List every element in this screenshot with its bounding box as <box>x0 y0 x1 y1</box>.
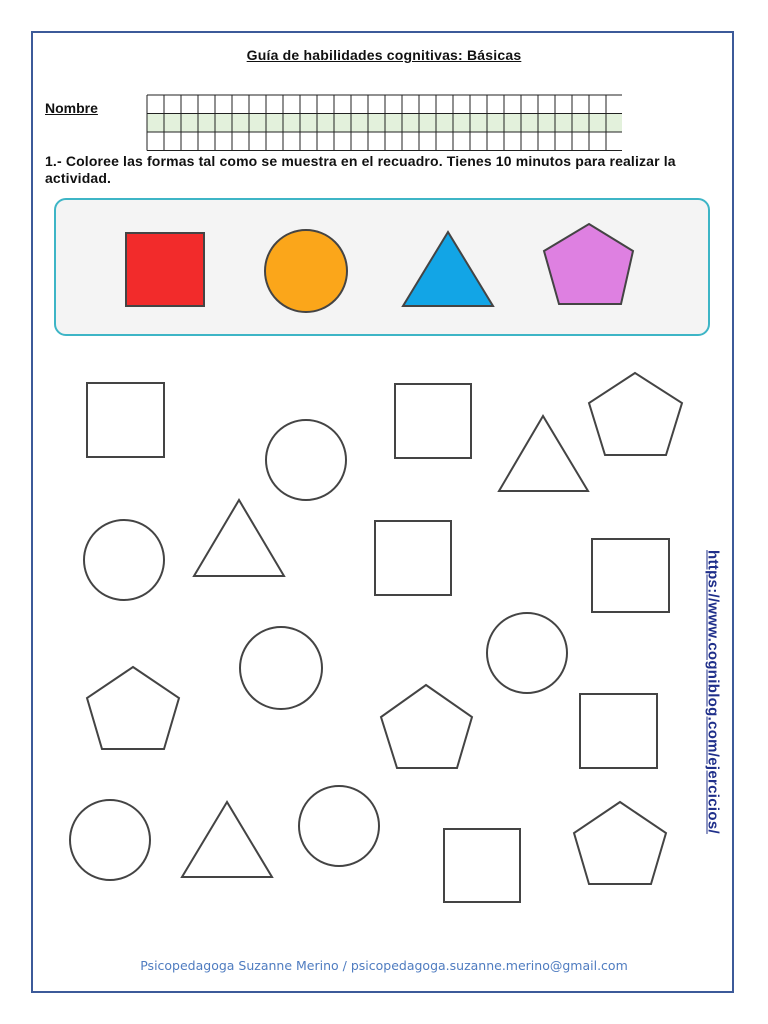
model-red-square <box>126 233 204 306</box>
side-url-link[interactable] <box>706 512 720 872</box>
outline-square[interactable] <box>444 829 520 902</box>
outline-square[interactable] <box>395 384 471 458</box>
model-blue-triangle <box>403 232 493 306</box>
outline-circle[interactable] <box>70 800 150 880</box>
outline-square[interactable] <box>592 539 669 612</box>
name-label: Nombre <box>45 100 98 116</box>
worksheet-title: Guía de habilidades cognitivas: Básicas <box>246 47 522 63</box>
outline-triangle[interactable] <box>182 802 272 877</box>
outline-square[interactable] <box>87 383 164 457</box>
outline-triangle[interactable] <box>499 416 588 491</box>
outline-circle[interactable] <box>266 420 346 500</box>
footer-credit: Psicopedagoga Suzanne Merino / psicopedagoga.suzanne.merino@gmail.com <box>140 958 628 973</box>
outline-pentagon[interactable] <box>574 802 666 884</box>
model-orange-circle <box>265 230 347 312</box>
outline-square[interactable] <box>375 521 451 595</box>
outline-pentagon[interactable] <box>589 373 682 455</box>
outline-triangle[interactable] <box>194 500 284 576</box>
outline-pentagon[interactable] <box>87 667 179 749</box>
instruction-text: 1.- Coloree las formas tal como se muestra en el recuadro. Tienes 10 minutos para realizar la actividad. <box>45 153 676 186</box>
outline-circle[interactable] <box>84 520 164 600</box>
model-purple-pentagon <box>544 224 633 304</box>
outline-square[interactable] <box>580 694 657 768</box>
outline-circle[interactable] <box>299 786 379 866</box>
outline-pentagon[interactable] <box>381 685 472 768</box>
side-url-text[interactable]: https://www.cogniblog.com/ejercicios/ <box>704 550 722 834</box>
outline-circle[interactable] <box>240 627 322 709</box>
outline-circle[interactable] <box>487 613 567 693</box>
